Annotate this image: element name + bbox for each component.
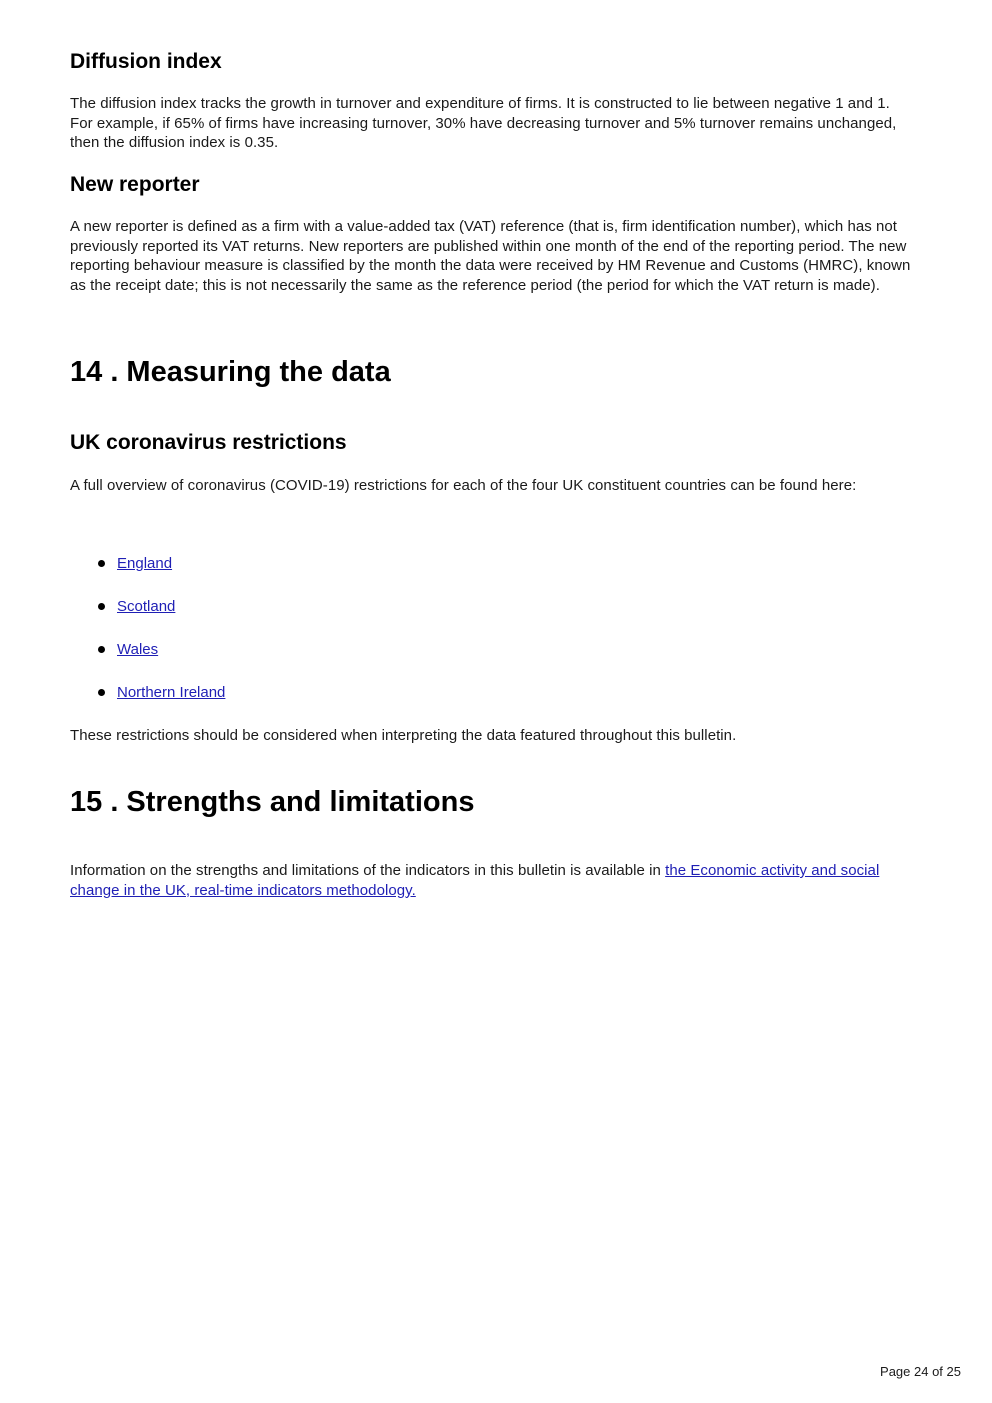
section-14-heading: 14 . Measuring the data bbox=[70, 356, 391, 388]
list-item bbox=[96, 597, 225, 640]
methodology-link[interactable]: the Economic activity and social change in the UK, real-time indicators methodology. bbox=[70, 862, 880, 899]
new-reporter-paragraph: A new reporter is defined as a firm with a value-added tax (VAT) reference (that is, firm identification number), which has not previously reported its VAT returns. New reporters are published within one month of the end of the reporting period. The new reporting behaviour measure is classified by the month the data were received by HM Revenue and Customs (HMRC), known as the receipt date; this is not necessarily the same as the reference period (the period for which the VAT return is made). bbox=[70, 218, 911, 294]
new-reporter-heading: New reporter bbox=[70, 173, 200, 196]
wales-link[interactable]: Wales bbox=[117, 641, 159, 658]
restrictions-closing-paragraph: These restrictions should be considered when interpreting the data featured throughout this bulletin. bbox=[70, 727, 737, 744]
diffusion-index-paragraph: The diffusion index tracks the growth in turnover and expenditure of firms. It is constructed to lie between negative 1 and 1. For example, if 65% of firms have increasing turnover, 30% have decreasing turnover and 5% turnover remains unchanged, then the diffusion index is 0.35. bbox=[70, 95, 897, 152]
scotland-link[interactable]: Scotland bbox=[117, 598, 176, 615]
diffusion-index-heading: Diffusion index bbox=[70, 50, 222, 73]
uk-coronavirus-restrictions-heading: UK coronavirus restrictions bbox=[70, 431, 347, 454]
list-item bbox=[96, 640, 225, 683]
list-item bbox=[96, 554, 225, 597]
section-15-heading: 15 . Strengths and limitations bbox=[70, 786, 475, 818]
bullet-icon bbox=[98, 560, 105, 567]
northern-ireland-link[interactable]: Northern Ireland bbox=[117, 684, 226, 701]
bullet-icon bbox=[98, 603, 105, 610]
restrictions-intro-paragraph: A full overview of coronavirus (COVID-19) restrictions for each of the four UK constituent countries can be found here: bbox=[70, 477, 857, 494]
bullet-icon bbox=[98, 646, 105, 653]
strengths-paragraph bbox=[70, 861, 912, 900]
list-item bbox=[96, 683, 225, 726]
page-number: Page 24 of 25 bbox=[880, 1364, 961, 1379]
country-links-list bbox=[96, 554, 225, 726]
strengths-text: Information on the strengths and limitations of the indicators in this bulletin is available in bbox=[70, 862, 666, 879]
bullet-icon bbox=[98, 689, 105, 696]
england-link[interactable]: England bbox=[117, 555, 173, 572]
